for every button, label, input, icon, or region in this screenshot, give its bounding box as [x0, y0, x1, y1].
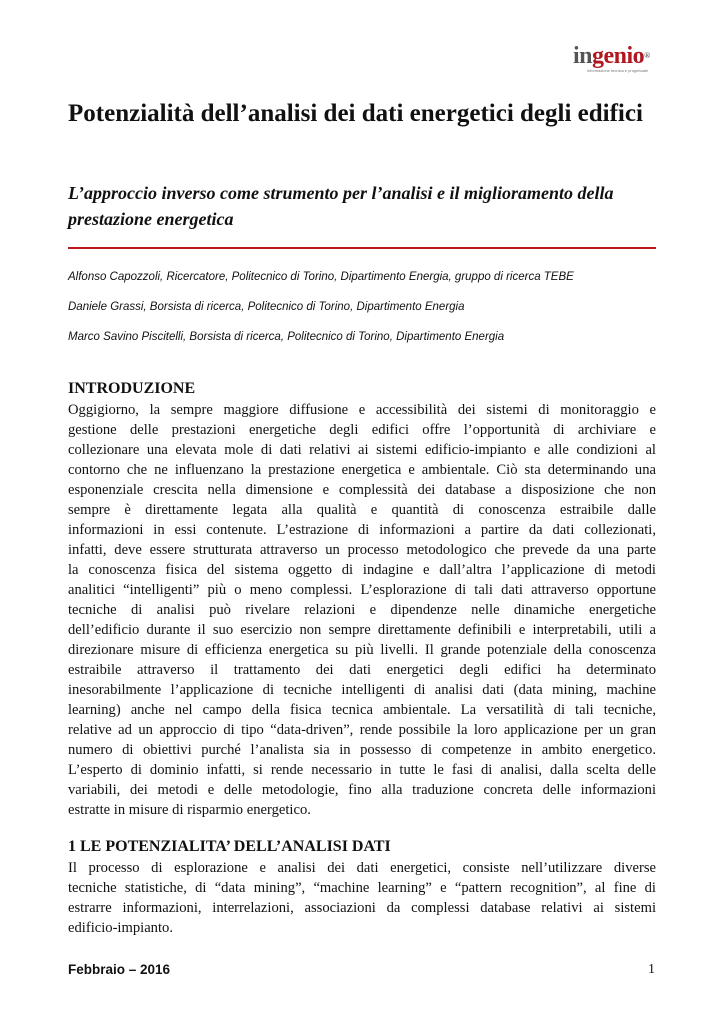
text-line: inesorabilmente l’applicazione di tecniche intelligenti di analisi dati (data mining, machine — [68, 682, 656, 698]
author-line: Daniele Grassi, Borsista di ricerca, Politecnico di Torino, Dipartimento Energia — [68, 301, 465, 313]
text-line: direzionare misure di efficienza energetica su più livelli. Il grande potenziale della conoscenza — [68, 642, 656, 658]
text-line: la conoscenza fisica del sistema oggetto di indagine e dall’altra l’applicazione di metodi — [68, 562, 656, 578]
text-line: contorno che ne influenzano la prestazione energetica e ambientale. Ciò sta determinando una — [68, 462, 656, 478]
text-line: L’esperto di dominio infatti, si rende necessario in tutte le fasi di analisi, dalla scelta delle — [68, 762, 656, 778]
text-line: Oggigiorno, la sempre maggiore diffusione e accessibilità dei sistemi di monitoraggio e — [68, 402, 656, 418]
text-line: dell’edificio durante il suo esercizio non sempre direttamente definibili e interpretabili, utili a — [68, 622, 656, 638]
section-1-paragraph — [68, 858, 656, 938]
text-line: tecniche statistiche, di “data mining”, “machine learning” e “pattern recognition”, al fine di — [68, 880, 656, 896]
title-divider — [68, 247, 656, 249]
text-line: analitici “intelligenti” più o meno complessi. L’esplorazione di tali dati attraverso opportune — [68, 582, 656, 598]
text-line: estrarre informazioni, interrelazioni, associazioni da complessi database relativi ai sistemi — [68, 900, 656, 916]
text-line: variabili, dei metodi e delle metodologie, fino alla traduzione concreta delle informazioni — [68, 782, 656, 798]
ingenio-logo — [573, 44, 659, 74]
footer-date: Febbraio – 2016 — [68, 962, 171, 977]
logo-tagline: informazione tecnica e progettuale — [587, 68, 649, 73]
text-line: edificio-impianto. — [68, 920, 173, 936]
section-heading: INTRODUZIONE — [68, 380, 196, 397]
text-line: Il processo di esplorazione e analisi dei dati energetici, consiste nell’utilizzare diverse — [68, 860, 656, 876]
logo-wordmark: ingenio® — [573, 43, 650, 69]
text-line: esponenziale crescita nella dimensione e complessità dei database a disposizione che non — [68, 482, 656, 498]
text-line: gestione delle prestazioni energetiche degli edifici offre l’opportunità di archiviare e — [68, 422, 656, 438]
text-line: relative ad un approccio di tipo “data-driven”, rende possibile la loro applicazione per un gran — [68, 722, 656, 738]
document-title: Potenzialità dell’analisi dei dati energetici degli edifici — [68, 100, 643, 127]
page-number: 1 — [648, 962, 655, 977]
text-line: informazioni in essi contenute. L’estrazione di informazioni a partire da dati collezionati, — [68, 522, 656, 538]
document-subtitle: L’approccio inverso come strumento per l’analisi e il miglioramento della prestazione energetica — [68, 183, 614, 229]
text-line: infatti, deve essere strutturata attraverso un processo metodologico che prevede da una parte — [68, 542, 656, 558]
text-line: collezionare una elevata mole di dati relativi ai sistemi edificio-impianto e alle condizioni al — [68, 442, 656, 458]
text-line: sempre è direttamente legata alla qualità e quantità di conoscenza estraibile dalle — [68, 502, 656, 518]
text-line: estraibile attraverso il trattamento dei dati energetici degli edifici ha determinato — [68, 662, 656, 678]
author-line: Alfonso Capozzoli, Ricercatore, Politecnico di Torino, Dipartimento Energia, gruppo di ricerca TEBE — [68, 271, 574, 283]
text-line: estratte in misure di risparmio energetico. — [68, 802, 311, 818]
text-line: tecniche di analisi può rivelare relazioni e dipendenze nelle dinamiche energetiche — [68, 602, 656, 618]
author-line: Marco Savino Piscitelli, Borsista di ricerca, Politecnico di Torino, Dipartimento Energia — [68, 331, 505, 343]
intro-paragraph — [68, 400, 656, 820]
text-line: numero di obiettivi purché l’analista sia in possesso di competenze in ambito energetico. — [68, 742, 656, 758]
text-line: learning) anche nel campo della fisica tecnica ambientale. La versatilità di tali tecniche, — [68, 702, 656, 718]
section-heading: 1 LE POTENZIALITA’ DELL’ANALISI DATI — [68, 838, 391, 855]
